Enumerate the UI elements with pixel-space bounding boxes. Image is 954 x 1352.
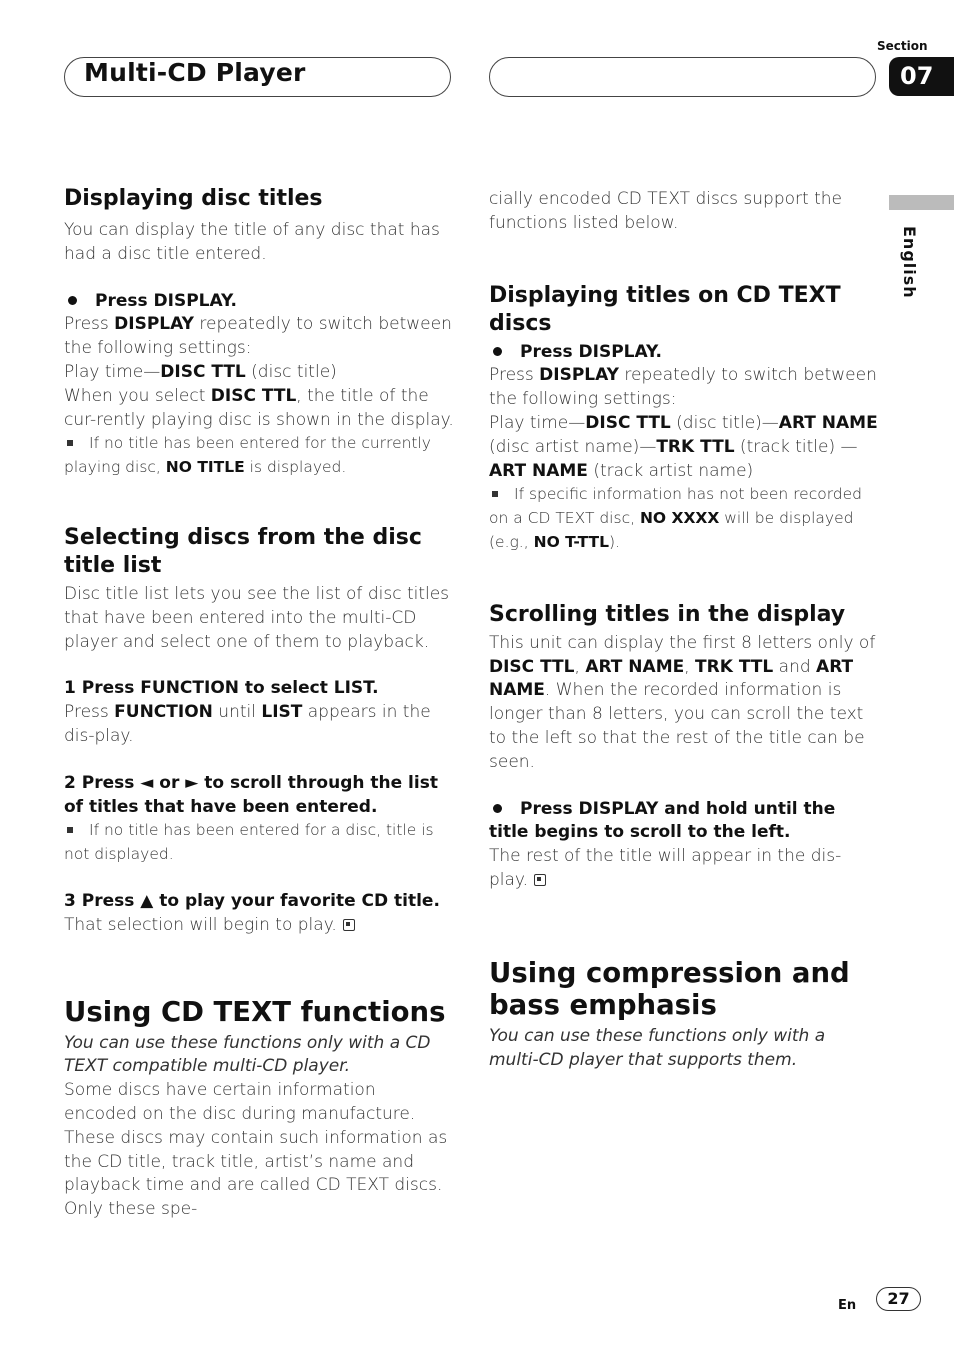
s1-step: Press DISPLAY.: [64, 290, 454, 314]
s4-note: If specific information has not been recorded on a CD TEXT disc, NO XXXX will be displayed (e.g., NO T-TTL).: [489, 485, 863, 551]
section-label: Section: [877, 39, 928, 53]
s4-line2: Play time—DISC TTL (disc title)—ART NAME (disc artist name)—TRK TTL (track title) —ART NAME (track artist name): [489, 412, 878, 481]
s2-step3: 3 Press ▲ to play your favorite CD title.: [64, 890, 440, 911]
s4-line1: Press DISPLAY repeatedly to switch between the following settings:: [489, 365, 877, 410]
language-label: English: [900, 226, 919, 299]
s2-step3-body: That selection will begin to play.: [64, 914, 454, 938]
continued-text: cially encoded CD TEXT discs support the functions listed below.: [489, 189, 842, 233]
s1-line3: When you select DISC TTL, the title of the cur-rently playing disc is shown in the display.: [64, 385, 454, 430]
bullet-icon: [493, 347, 502, 356]
s5-step-body: The rest of the title will appear in the dis-play.: [489, 846, 842, 890]
s1-line1: Press DISPLAY repeatedly to switch between the following settings:: [64, 314, 452, 359]
page-title: Multi-CD Player: [84, 58, 306, 87]
s2-note: If no title has been entered for a disc, title is not displayed.: [64, 821, 434, 864]
page-number: 27: [876, 1287, 921, 1311]
heading-scrolling-titles: Scrolling titles in the display: [489, 601, 846, 627]
s3-intro: You can use these functions only with a CD TEXT compatible multi-CD player.: [64, 1032, 431, 1077]
s1-line2: Play time—DISC TTL (disc title): [64, 361, 337, 382]
s2-step1-body: Press FUNCTION until LIST appears in the dis-play.: [64, 702, 431, 746]
right-column: [489, 188, 879, 1072]
footer-language-code: En: [838, 1298, 857, 1313]
s4-step: Press DISPLAY.: [489, 341, 879, 365]
bullet-icon: [493, 804, 502, 813]
note-square-icon: [67, 440, 73, 446]
heading-selecting-discs: Selecting discs from the disc title list: [64, 524, 422, 578]
end-mark-icon: [534, 874, 546, 886]
header-blank-frame: [489, 57, 876, 97]
heading-cd-text-functions: Using CD TEXT functions: [64, 995, 446, 1028]
s5-body: This unit can display the first 8 letters only of DISC TTL, ART NAME, TRK TTL and ART NAME. When the recorded information is longer than 8 letters, you can scroll the text to the left so that the rest of the title can be seen.: [489, 632, 876, 772]
s2-intro: Disc title list lets you see the list of disc titles that have been entered into the multi-CD player and select one of them to playback.: [64, 583, 450, 652]
s3-body: Some discs have certain information encoded on the disc during manufacture. These discs may contain such information as the CD title, track title, artist’s name and playback time and are called CD TEXT discs. Only these spe-: [64, 1080, 448, 1220]
s6-intro: You can use these functions only with a multi-CD player that supports them.: [489, 1025, 826, 1070]
note-square-icon: [67, 827, 73, 833]
s5-step: Press DISPLAY and hold until the title begins to scroll to the left.: [489, 798, 836, 843]
s2-step1: 1 Press FUNCTION to select LIST.: [64, 678, 379, 699]
heading-displaying-disc-titles: Displaying disc titles: [64, 186, 323, 211]
note-square-icon: [492, 491, 498, 497]
bullet-icon: [68, 296, 77, 305]
section-number: 07: [889, 57, 954, 96]
end-mark-icon: [343, 919, 355, 931]
language-tab-bar: [889, 195, 954, 210]
s1-intro: You can display the title of any disc that has had a disc title entered.: [64, 220, 440, 264]
s2-step2: 2 Press ◄ or ► to scroll through the list of titles that have been entered.: [64, 772, 438, 817]
left-column: [64, 185, 454, 1222]
s1-note: If no title has been entered for the currently playing disc, NO TITLE is displayed.: [64, 434, 431, 477]
heading-compression-bass: Using compression and bass emphasis: [489, 956, 850, 1021]
heading-cd-text-titles: Displaying titles on CD TEXT discs: [489, 282, 841, 336]
